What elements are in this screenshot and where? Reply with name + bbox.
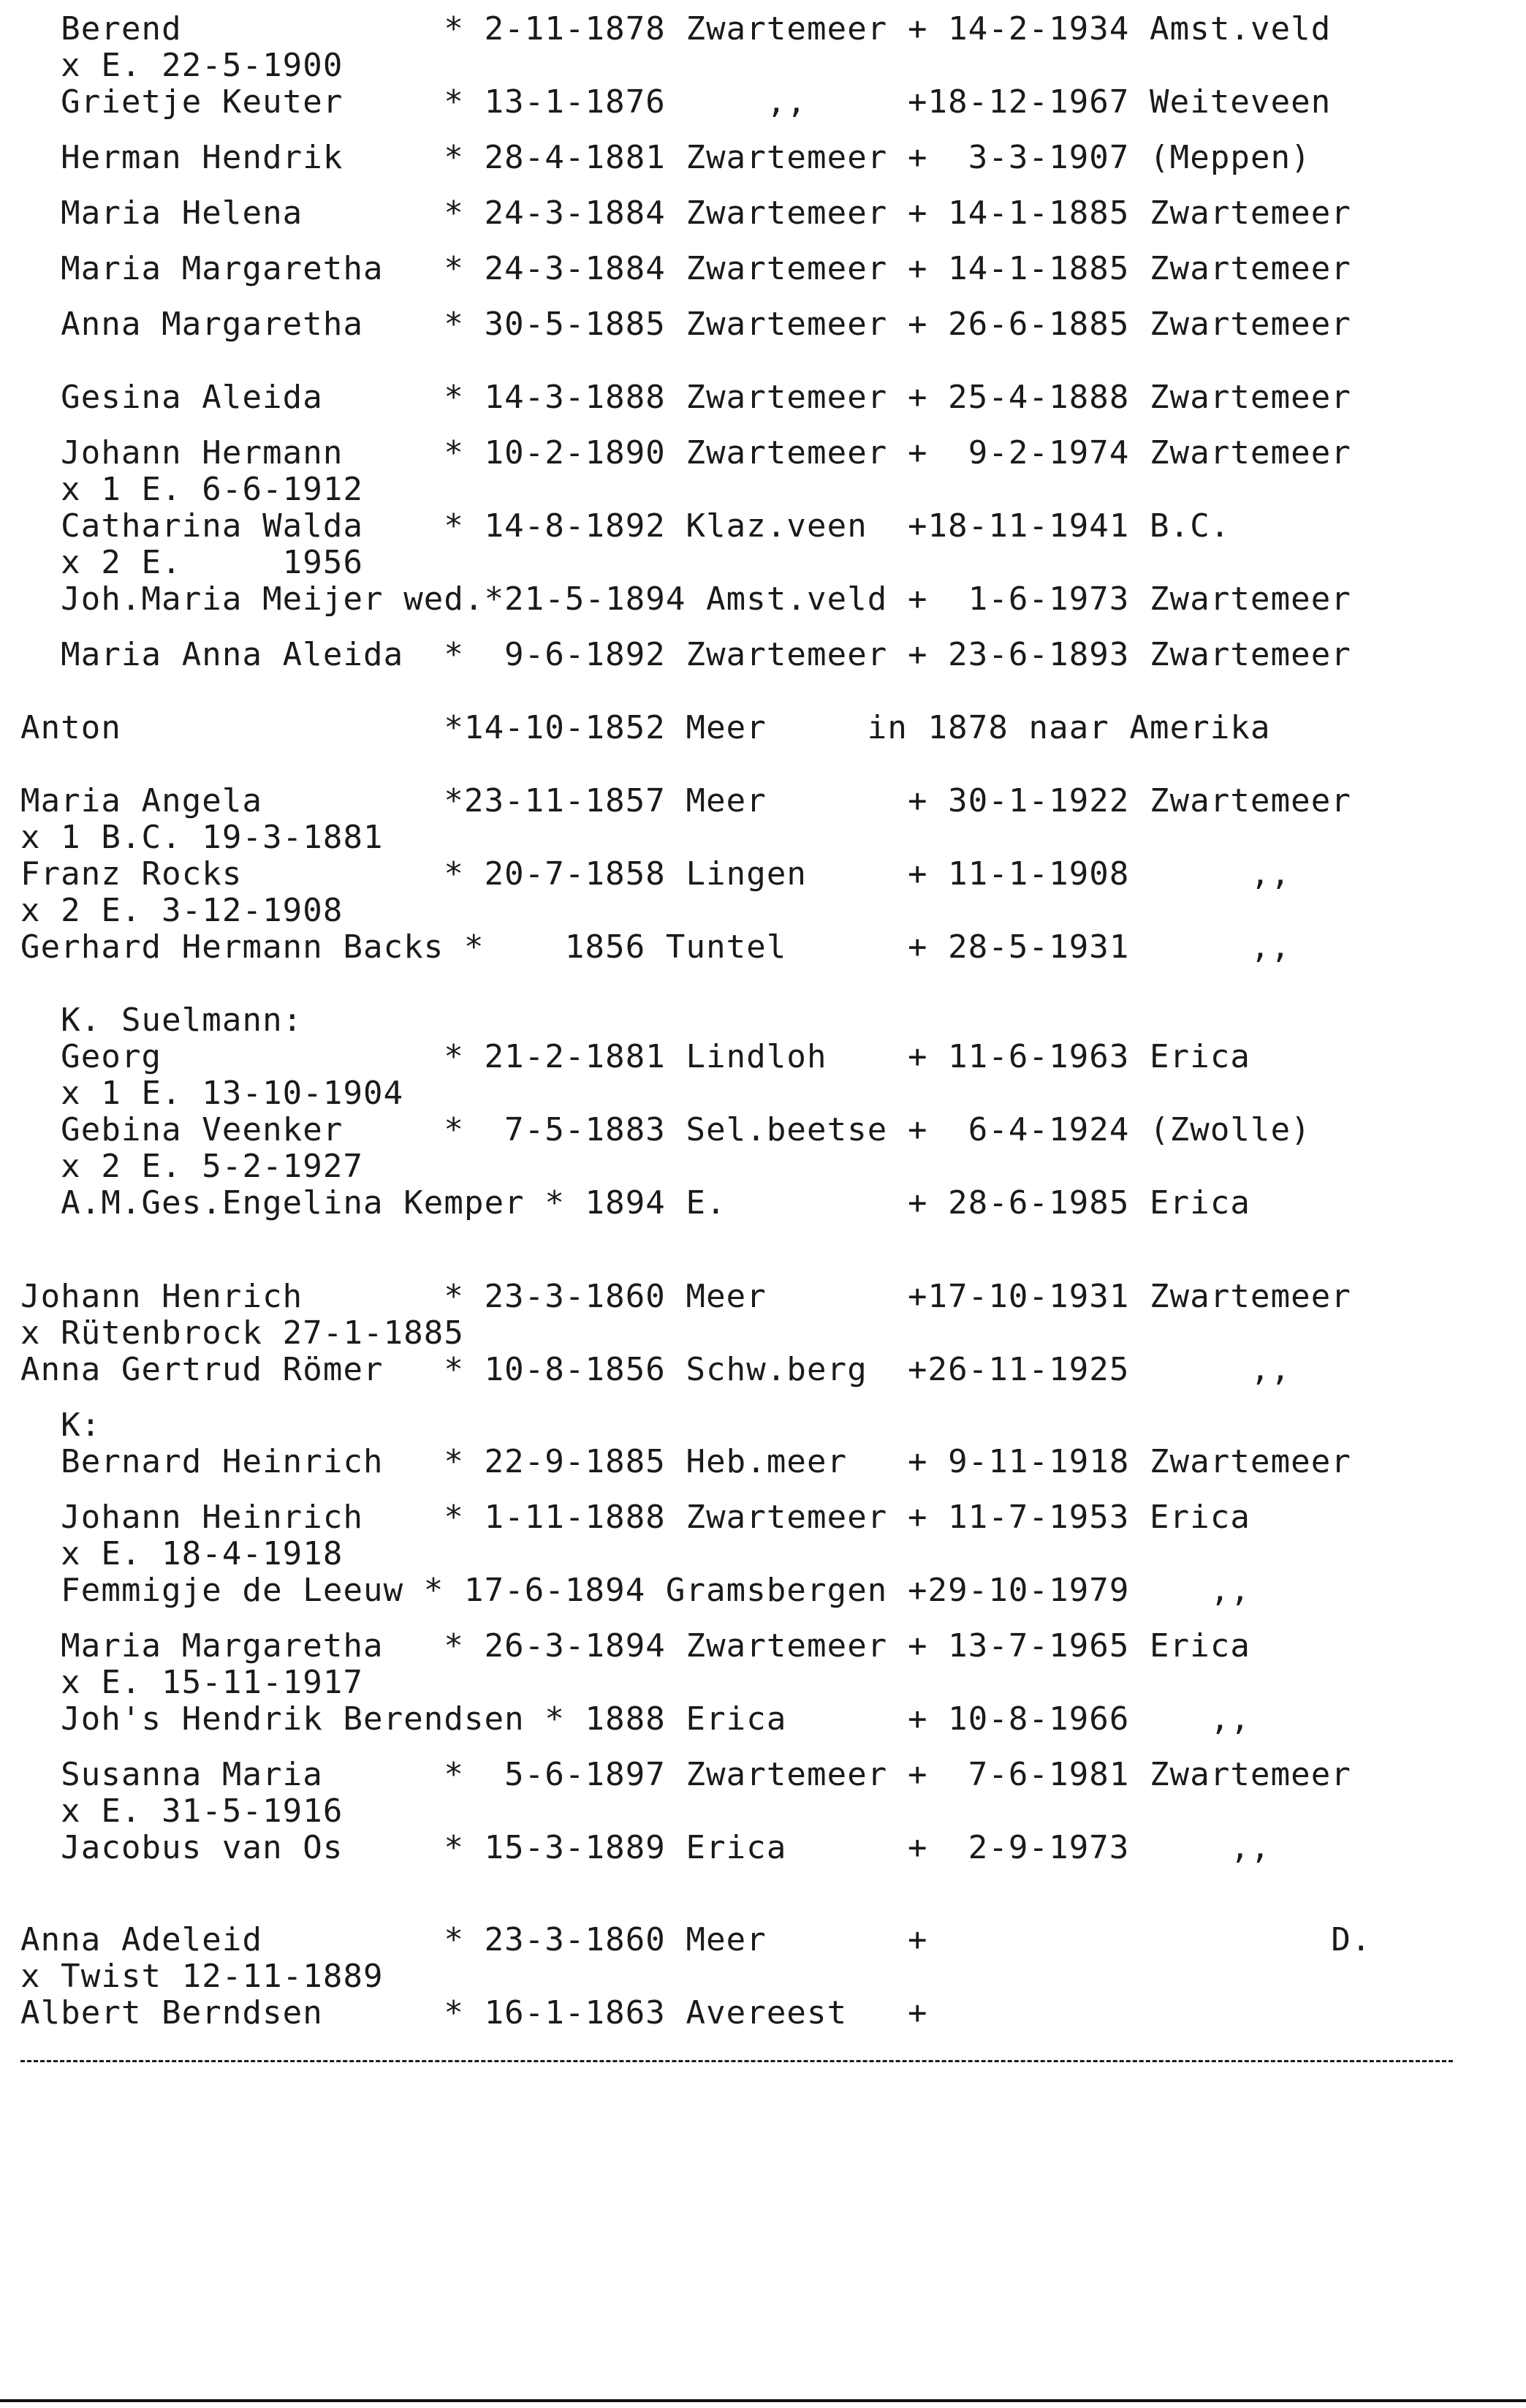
record-line: Anna Adeleid * 23-3-1860 Meer + D. — [20, 1921, 1372, 1958]
record-line: Femmigje de Leeuw * 17-6-1894 Gramsbergen +29-10-1979 ,, — [20, 1572, 1251, 1609]
marriage-line: x E. 15-11-1917 — [20, 1664, 364, 1701]
record-line: Bernard Heinrich * 22-9-1885 Heb.meer + 9-11-1918 Zwartemeer — [20, 1443, 1351, 1480]
record-line: Anton *14-10-1852 Meer in 1878 naar Amerika — [20, 709, 1271, 746]
record-line: Gebina Veenker * 7-5-1883 Sel.beetse + 6-4-1924 (Zwolle) — [20, 1111, 1311, 1148]
record-line: Jacobus van Os * 15-3-1889 Erica + 2-9-1973 ,, — [20, 1829, 1271, 1866]
marriage-line: x 2 E. 5-2-1927 — [20, 1148, 364, 1185]
record-line: Joh.Maria Meijer wed.*21-5-1894 Amst.veld + 1-6-1973 Zwartemeer — [20, 580, 1351, 618]
record-line: Gesina Aleida * 14-3-1888 Zwartemeer + 25-4-1888 Zwartemeer — [20, 379, 1351, 416]
record-line: Berend * 2-11-1878 Zwartemeer + 14-2-1934 Amst.veld — [20, 10, 1332, 48]
record-line: Grietje Keuter * 13-1-1876 ,, +18-12-1967 Weiteveen — [20, 83, 1332, 121]
record-line: Albert Berndsen * 16-1-1863 Avereest + — [20, 1994, 928, 2032]
record-line: Gerhard Hermann Backs * 1856 Tuntel + 28-5-1931 ,, — [20, 928, 1291, 966]
marriage-line: x 2 E. 3-12-1908 — [20, 892, 343, 929]
marriage-line: x Rütenbrock 27-1-1885 — [20, 1314, 464, 1352]
marriage-line: x 1 B.C. 19-3-1881 — [20, 819, 384, 856]
marriage-line: x E. 18-4-1918 — [20, 1535, 343, 1572]
marriage-line: x E. 22-5-1900 — [20, 47, 343, 84]
record-line: Joh's Hendrik Berendsen * 1888 Erica + 10-8-1966 ,, — [20, 1700, 1251, 1738]
record-line: Franz Rocks * 20-7-1858 Lingen + 11-1-1908 ,, — [20, 855, 1291, 893]
record-line: Johann Henrich * 23-3-1860 Meer +17-10-1931 Zwartemeer — [20, 1278, 1351, 1315]
record-line: Maria Helena * 24-3-1884 Zwartemeer + 14-1-1885 Zwartemeer — [20, 194, 1351, 232]
page-bottom-rule — [0, 2399, 1526, 2402]
record-line: Susanna Maria * 5-6-1897 Zwartemeer + 7-6-1981 Zwartemeer — [20, 1756, 1351, 1793]
marriage-line: x 2 E. 1956 — [20, 544, 364, 581]
record-line: Maria Margaretha * 26-3-1894 Zwartemeer + 13-7-1965 Erica — [20, 1627, 1251, 1665]
record-line: Maria Margaretha * 24-3-1884 Zwartemeer + 14-1-1885 Zwartemeer — [20, 250, 1351, 287]
record-line: Anna Gertrud Römer * 10-8-1856 Schw.berg +26-11-1925 ,, — [20, 1351, 1291, 1388]
record-line: Georg * 21-2-1881 Lindloh + 11-6-1963 Erica — [20, 1038, 1251, 1075]
record-line: A.M.Ges.Engelina Kemper * 1894 E. + 28-6-1985 Erica — [20, 1184, 1251, 1222]
record-line: Maria Anna Aleida * 9-6-1892 Zwartemeer + 23-6-1893 Zwartemeer — [20, 636, 1351, 673]
record-line: Maria Angela *23-11-1857 Meer + 30-1-1922 Zwartemeer — [20, 782, 1351, 819]
marriage-line: x Twist 12-11-1889 — [20, 1958, 384, 1995]
marriage-line: x 1 E. 13-10-1904 — [20, 1075, 404, 1112]
children-heading: K. Suelmann: — [20, 1002, 303, 1039]
record-line: Herman Hendrik * 28-4-1881 Zwartemeer + 3-3-1907 (Meppen) — [20, 139, 1311, 176]
dashed-divider — [20, 2060, 1453, 2062]
record-line: Johann Heinrich * 1-11-1888 Zwartemeer + 11-7-1953 Erica — [20, 1499, 1251, 1536]
record-line: Anna Margaretha * 30-5-1885 Zwartemeer + 26-6-1885 Zwartemeer — [20, 306, 1351, 343]
children-heading: K: — [20, 1406, 102, 1444]
record-line: Johann Hermann * 10-2-1890 Zwartemeer + 9-2-1974 Zwartemeer — [20, 434, 1351, 472]
marriage-line: x 1 E. 6-6-1912 — [20, 471, 364, 508]
record-line: Catharina Walda * 14-8-1892 Klaz.veen +18-11-1941 B.C. — [20, 507, 1231, 545]
marriage-line: x E. 31-5-1916 — [20, 1792, 343, 1830]
